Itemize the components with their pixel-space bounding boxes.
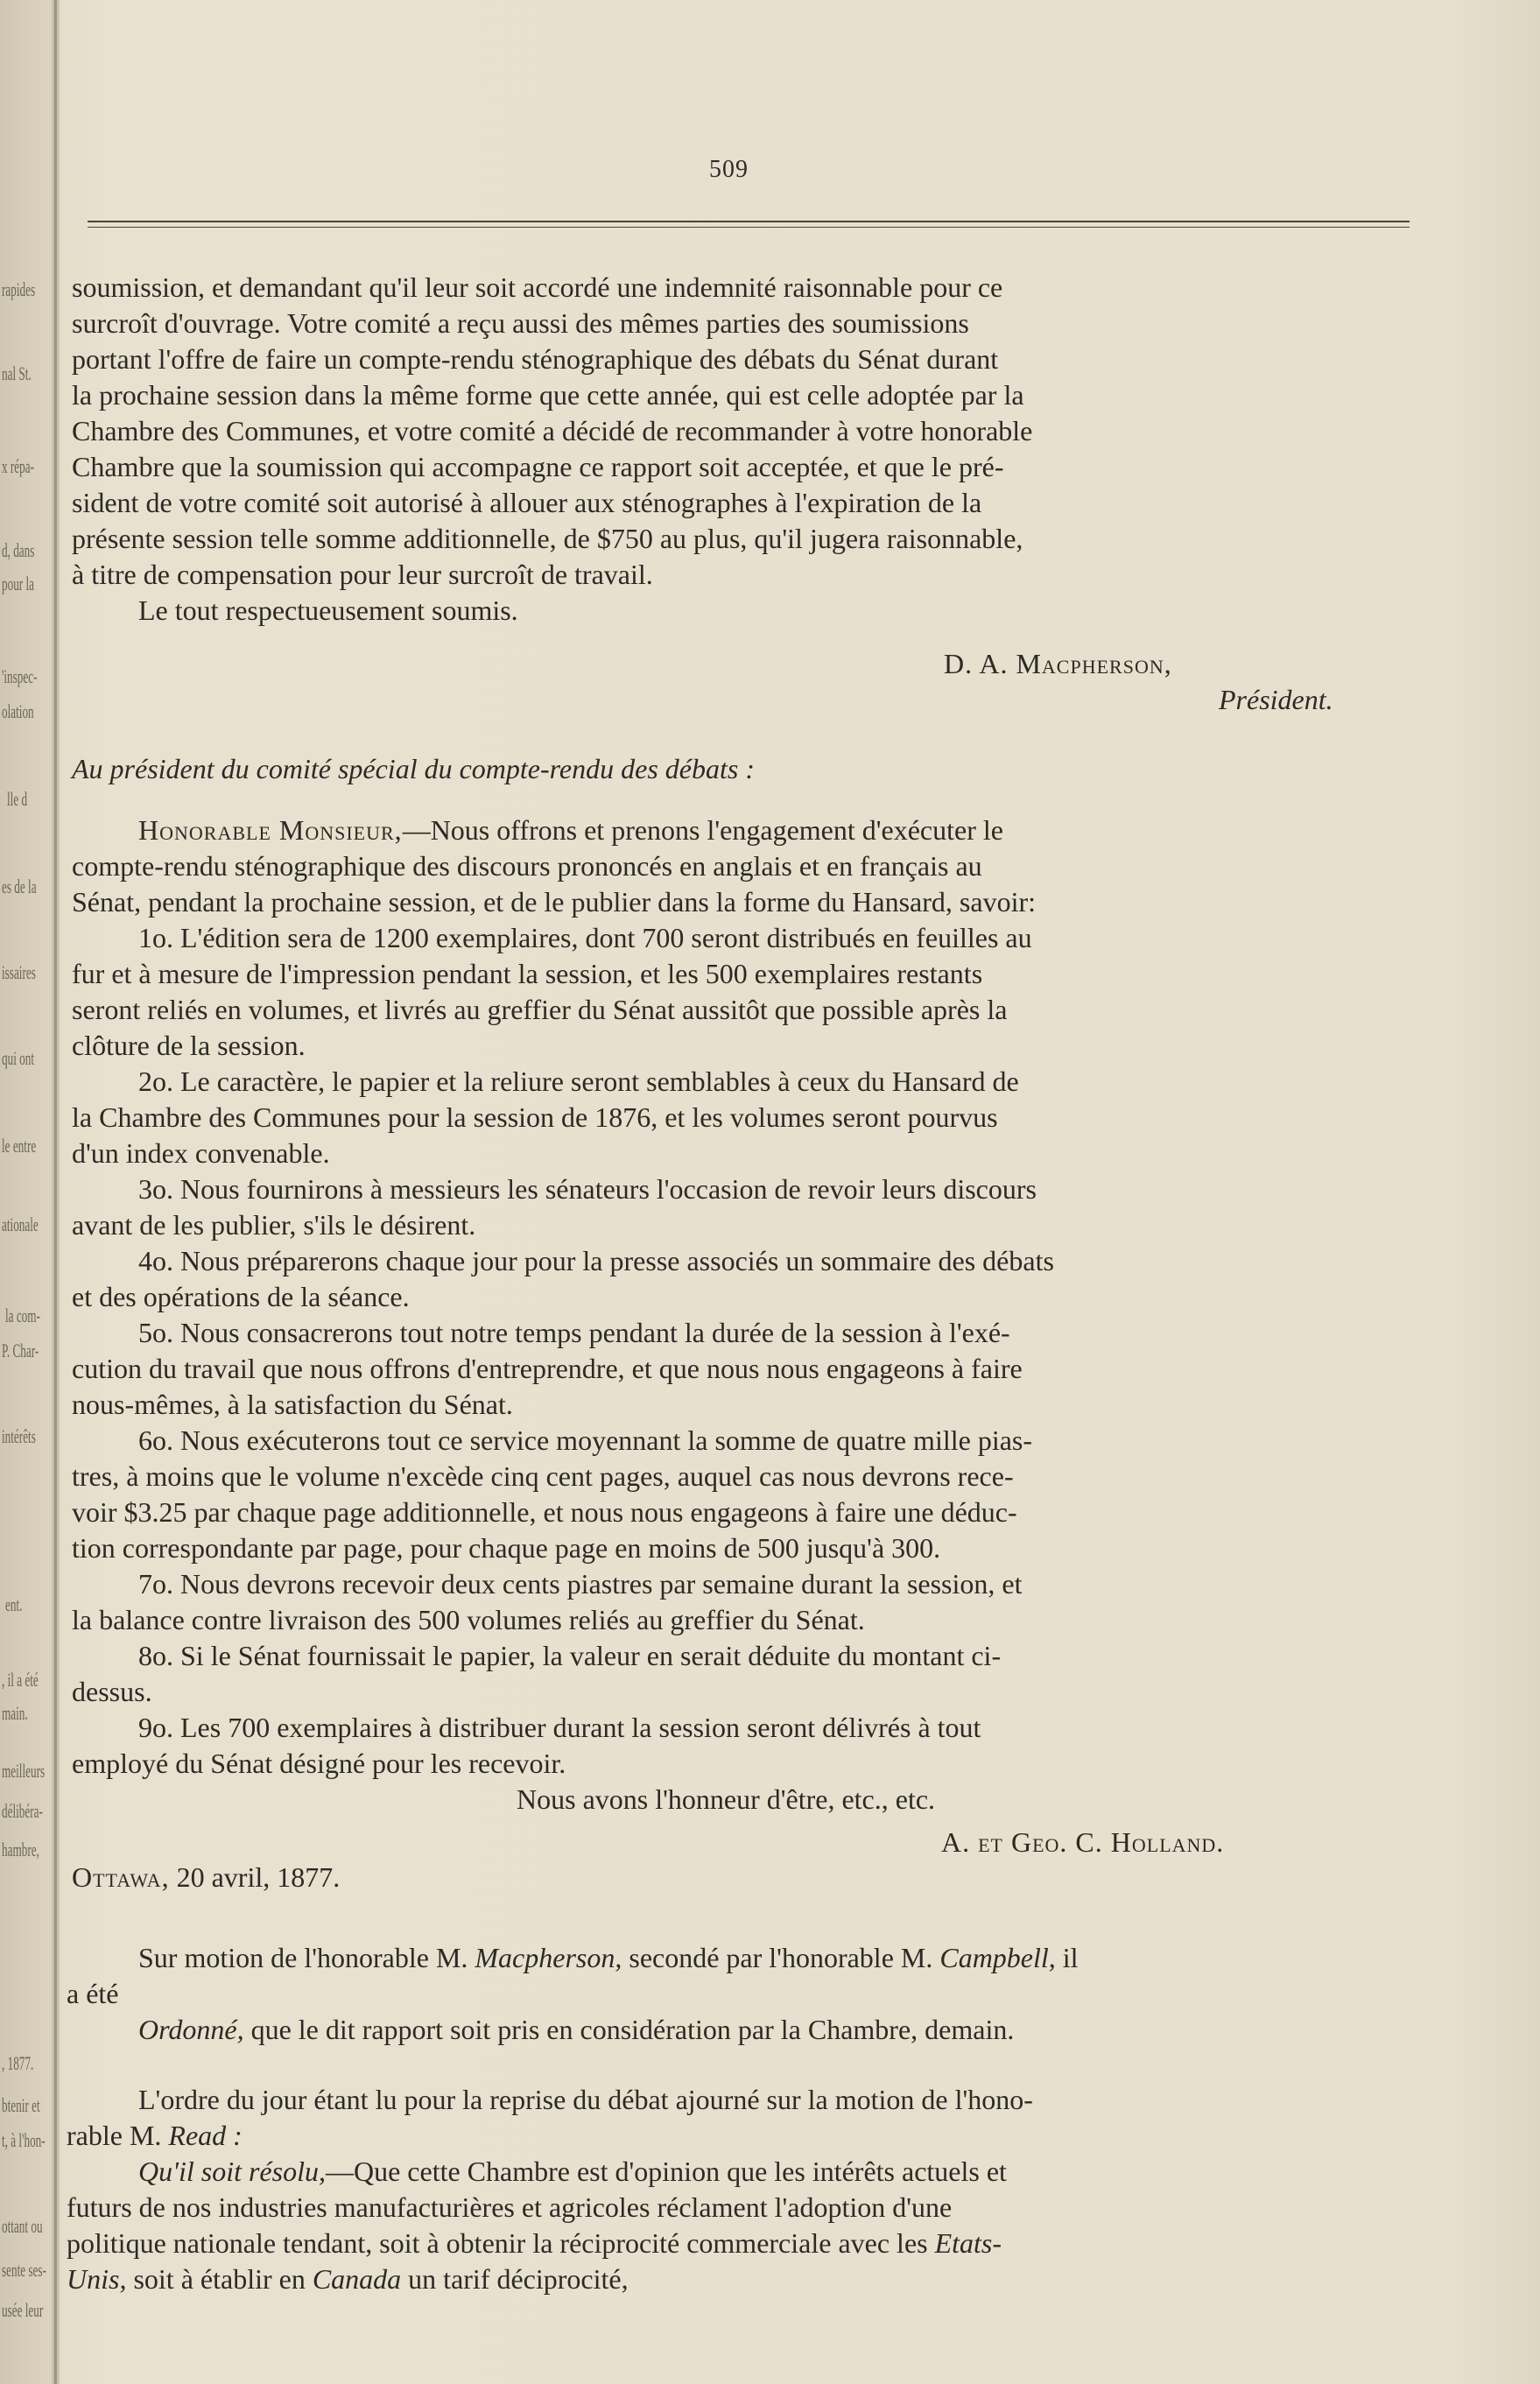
gutter-fragment: délibéra-	[2, 1800, 43, 1822]
letter-address: Au président du comité spécial du compte-rendu des débats :	[72, 753, 755, 784]
salutation-line	[138, 812, 1003, 848]
body-line: clôture de la session.	[72, 1030, 306, 1061]
binding-fold	[54, 0, 57, 2384]
gutter-fragment: nal St.	[2, 362, 32, 384]
body-line: fur et à mesure de l'impression pendant la session, et les 500 exemplaires restants	[72, 958, 983, 989]
header-rule	[88, 221, 1410, 222]
gutter-fragment: , il a été	[2, 1669, 39, 1691]
motion-text: Sur motion de l'honorable M.	[138, 1942, 475, 1973]
resolution-line: L'ordre du jour étant lu pour la reprise du débat ajourné sur la motion de l'hono-	[138, 2084, 1033, 2115]
salutation-rest: —Nous offrons et prenons l'engagement d'exécuter le	[402, 814, 1003, 846]
gutter-fragment: P. Char-	[2, 1340, 39, 1361]
body-line: voir $3.25 par chaque page additionnelle, et nous nous engageons à faire une déduc-	[72, 1496, 1017, 1528]
page-number: 509	[709, 156, 749, 183]
gutter-fragment: main.	[2, 1702, 28, 1724]
resolution-text: rable M.	[67, 2120, 169, 2151]
order-line	[138, 2012, 1014, 2048]
gutter-fragment: , 1877.	[2, 2052, 34, 2074]
signature-title: Président.	[1219, 684, 1333, 715]
facing-page-gutter	[0, 0, 60, 2384]
body-line: Chambre des Communes, et votre comité a décidé de recommander à votre honorable	[72, 415, 1033, 447]
body-line: soumission, et demandant qu'il leur soit accordé une indemnité raisonnable pour ce	[72, 271, 1003, 303]
body-line: employé du Sénat désigné pour les recevoir.	[72, 1748, 566, 1779]
body-line: surcroît d'ouvrage. Votre comité a reçu aussi des mêmes parties des soumissions	[72, 307, 969, 339]
signature-name: D. A. Macpherson,	[944, 648, 1172, 679]
body-line: présente session telle somme additionnelle, de $750 au plus, qu'il jugera raisonnable,	[72, 523, 1023, 554]
gutter-fragment: ationale	[2, 1213, 39, 1235]
place: Ottawa,	[72, 1861, 170, 1893]
gutter-fragment: rapides	[2, 278, 36, 300]
list-item: 2o. Le caractère, le papier et la reliure seront semblables à ceux du Hansard de	[138, 1065, 1019, 1097]
gutter-fragment: pour la	[2, 573, 35, 594]
gutter-fragment: ent.	[5, 1593, 23, 1615]
gutter-fragment: intérêts	[2, 1425, 36, 1447]
body-line: dessus.	[72, 1676, 152, 1707]
header-rule-thin	[88, 227, 1410, 228]
list-item: 1o. L'édition sera de 1200 exemplaires, dont 700 seront distribués en feuilles au	[138, 922, 1032, 953]
gutter-fragment: usée leur	[2, 2299, 44, 2321]
gutter-fragment: qui ont	[2, 1047, 35, 1069]
body-line: tion correspondante par page, pour chaque page en moins de 500 jusqu'à 300.	[72, 1532, 941, 1564]
body-line: sident de votre comité soit autorisé à allouer aux sténographes à l'expiration de la	[72, 487, 982, 518]
gutter-fragment: ottant ou	[2, 2215, 43, 2237]
body-line: seront reliés en volumes, et livrés au greffier du Sénat aussitôt que possible après la	[72, 994, 1008, 1025]
country-name: Etats-	[934, 2227, 1002, 2259]
gutter-fragment: olation	[2, 700, 34, 722]
body-line: compte-rendu sténographique des discours prononcés en anglais et en français au	[72, 850, 982, 882]
list-item: 5o. Nous consacrerons tout notre temps pendant la durée de la session à l'exé-	[138, 1317, 1010, 1348]
list-item: 8o. Si le Sénat fournissait le papier, la valeur en serait déduite du montant ci-	[138, 1640, 1002, 1671]
body-line: et des opérations de la séance.	[72, 1281, 410, 1312]
gutter-fragment: meilleurs	[2, 1760, 46, 1782]
body-line: à titre de compensation pour leur surcroît de travail.	[72, 559, 653, 590]
gutter-fragment: sente ses-	[2, 2259, 46, 2281]
order-text: que le dit rapport soit pris en considération par la Chambre, demain.	[243, 2014, 1015, 2045]
resolution-text: un tarif déciprocité,	[401, 2263, 629, 2295]
country-name: Unis,	[67, 2263, 127, 2295]
body-line: la Chambre des Communes pour la session de 1876, et les volumes seront pourvus	[72, 1101, 998, 1133]
body-line: Chambre que la soumission qui accompagne ce rapport soit acceptée, et que le pré-	[72, 451, 1004, 482]
gutter-fragment: hambre,	[2, 1839, 39, 1860]
closing-line: Le tout respectueusement soumis.	[138, 594, 518, 626]
gutter-fragment: issaires	[2, 961, 36, 983]
resolution-text: —Que cette Chambre est d'opinion que les intérêts actuels et	[325, 2155, 1007, 2187]
resolution-line	[67, 2261, 629, 2297]
resolution-line	[67, 2226, 1002, 2261]
signature-name: A. et Geo. C. Holland.	[941, 1826, 1225, 1858]
motion-line: a été	[67, 1978, 119, 2009]
gutter-fragment: lle d	[7, 788, 28, 810]
gutter-fragment: la com-	[5, 1305, 40, 1326]
body-line: la prochaine session dans la même forme que cette année, qui est celle adoptée par la	[72, 379, 1024, 411]
list-item: 7o. Nous devrons recevoir deux cents piastres par semaine durant la session, et	[138, 1568, 1023, 1600]
order-keyword: Ordonné,	[138, 2014, 244, 2045]
body-line: la balance contre livraison des 500 volumes reliés au greffier du Sénat.	[72, 1604, 865, 1635]
member-name: Read :	[168, 2120, 243, 2151]
body-line: portant l'offre de faire un compte-rendu sténographique des débats du Sénat durant	[72, 343, 999, 375]
body-line: avant de les publier, s'ils le désirent.	[72, 1209, 476, 1241]
body-line: nous-mêmes, à la satisfaction du Sénat.	[72, 1389, 513, 1420]
list-item: 9o. Les 700 exemplaires à distribuer durant la session seront délivrés à tout	[138, 1712, 981, 1743]
body-line: Sénat, pendant la prochaine session, et de le publier dans la forme du Hansard, savoir:	[72, 886, 1036, 918]
gutter-fragment: le entre	[2, 1135, 37, 1157]
motion-text: secondé par l'honorable M.	[622, 1942, 940, 1973]
resolution-keyword: Qu'il soit résolu,	[138, 2155, 326, 2187]
motion-text: il	[1055, 1942, 1079, 1973]
date: 20 avril, 1877.	[169, 1861, 341, 1893]
gutter-fragment: 'inspec-	[2, 665, 38, 687]
list-item: 6o. Nous exécuterons tout ce service moyennant la somme de quatre mille pias-	[138, 1424, 1033, 1456]
place-date-line	[72, 1860, 340, 1895]
resolution-line: futurs de nos industries manufacturières et agricoles réclament l'adoption d'une	[67, 2191, 953, 2223]
resolution-line	[67, 2118, 243, 2154]
member-name: Campbell,	[939, 1942, 1056, 1973]
closing-formula: Nous avons l'honneur d'être, etc., etc.	[517, 1783, 936, 1815]
gutter-fragment: d, dans	[2, 539, 35, 561]
list-item: 4o. Nous préparerons chaque jour pour la presse associés un sommaire des débats	[138, 1245, 1054, 1276]
member-name: Macpherson,	[475, 1942, 622, 1973]
salutation: Honorable Monsieur,	[138, 814, 403, 846]
list-item: 3o. Nous fournirons à messieurs les sénateurs l'occasion de revoir leurs discours	[138, 1173, 1037, 1205]
body-line: cution du travail que nous offrons d'entreprendre, et que nous nous engageons à faire	[72, 1353, 1023, 1384]
motion-line	[138, 1940, 1079, 1976]
gutter-fragment: t, à l'hon-	[2, 2129, 46, 2151]
gutter-fragment: btenir et	[2, 2094, 40, 2116]
body-line: tres, à moins que le volume n'excède cinq cent pages, auquel cas nous devrons rece-	[72, 1460, 1014, 1492]
gutter-fragment: es de la	[2, 876, 37, 897]
country-name: Canada	[312, 2263, 402, 2295]
gutter-fragment: x répa-	[2, 455, 35, 477]
body-line: d'un index convenable.	[72, 1137, 330, 1169]
resolution-text: soit à établir en	[126, 2263, 313, 2295]
resolution-line	[138, 2154, 1007, 2190]
resolution-text: politique nationale tendant, soit à obtenir la réciprocité commerciale avec les	[67, 2227, 935, 2259]
